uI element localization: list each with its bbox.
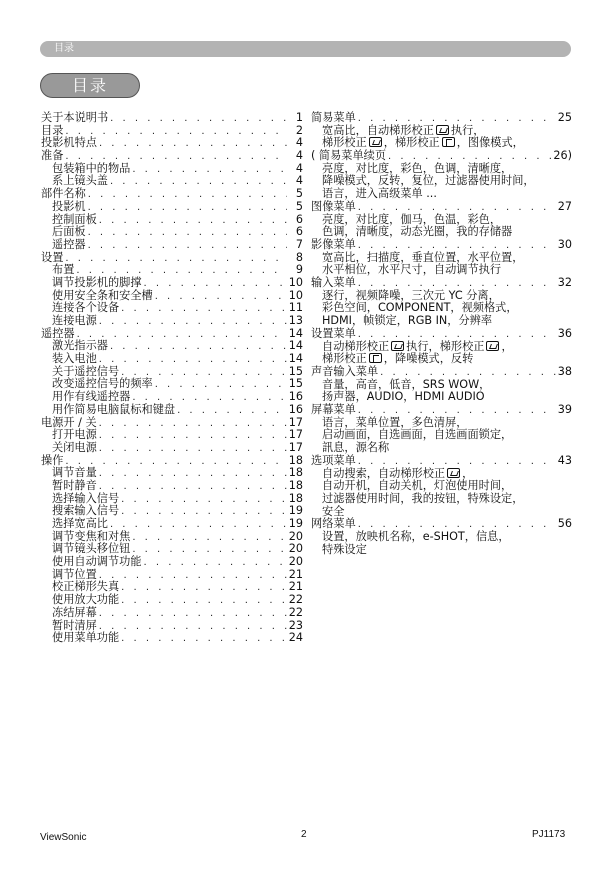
toc-entry-title: 调节镜头移位钮 [52, 542, 131, 556]
toc-entry-page: 18 [288, 491, 303, 505]
keystone-icon [369, 137, 382, 147]
toc-entry-title: 改变遥控信号的频率 [52, 377, 153, 391]
toc-entry-page: 36 [557, 326, 572, 340]
leader-dots [99, 418, 287, 431]
toc-entry[interactable] [41, 556, 303, 569]
leader-dots [99, 608, 287, 621]
leader-dots [65, 253, 287, 266]
toc-entry-title: 设置 [41, 250, 64, 264]
toc-entry-page: 43 [557, 453, 572, 467]
toc-entry-title: 调节投影机的脚撑 [52, 275, 142, 289]
toc-entry-page: 56 [557, 517, 572, 531]
toc-entry-desc: 宽高比，自动梯形校正 执行， [322, 123, 485, 137]
toc-entry-page: 32 [557, 276, 572, 290]
toc-entry-desc: HDMI，帧锁定，RGB IN，分辨率 [322, 314, 493, 328]
leader-dots [155, 379, 287, 392]
toc-entry-page: 19 [288, 504, 303, 518]
leader-dots [177, 405, 287, 418]
toc-entry-page: 18 [288, 466, 303, 480]
leader-dots [110, 176, 287, 189]
toc-entry[interactable] [41, 150, 303, 163]
leader-dots [88, 189, 287, 202]
toc-entry-page: 25 [557, 111, 572, 124]
toc-entry-page: 15 [288, 377, 303, 391]
toc-entry-desc: 水平相位，水平尺寸，自动调节执行 [322, 263, 502, 277]
toc-entry-title: 使用放大功能 [52, 593, 120, 607]
toc-entry-title: 用作简易电脑鼠标和键盘 [52, 402, 176, 416]
toc-entry-desc: 降噪模式，反转，复位，过滤器使用时间， [322, 174, 535, 188]
toc-left-column [41, 112, 303, 645]
toc-entry-title: 声音输入菜单 [311, 364, 379, 378]
toc-entry-title: 系上镜头盖 [52, 174, 108, 188]
toc-entry-title: 连接各个设备 [52, 301, 120, 315]
leader-dots [132, 532, 286, 545]
leader-dots [121, 303, 287, 316]
toc-entry-page: 6 [295, 212, 303, 226]
toc-entry-title: 选择输入信号 [52, 491, 120, 505]
toc-entry-title: 选项菜单 [311, 453, 356, 467]
toc-entry-screen-menu[interactable] [311, 404, 572, 417]
leader-dots [88, 240, 287, 253]
toc-entry-title: 激光指示器 [52, 339, 108, 353]
toc-entry-page: 4 [295, 174, 303, 188]
leader-dots [99, 354, 287, 367]
toc-entry-page: 24 [288, 631, 303, 645]
toc-entry-page: 26) [553, 149, 572, 163]
toc-entry-desc: 语言，进入高级菜单 ... [322, 187, 437, 201]
toc-entry-title: 遥控器 [52, 237, 86, 251]
toc-entry-title: 连接电源 [52, 314, 97, 327]
leader-dots [110, 341, 287, 354]
toc-entry-desc: 彩色空间，COMPONENT，视频格式， [322, 301, 518, 315]
keystone-icon [391, 341, 404, 351]
toc-entry-title: 屏幕菜单 [311, 403, 356, 417]
toc-entry-page: 16 [288, 402, 303, 416]
leader-dots [121, 494, 287, 507]
toc-entry-title: 操作 [41, 453, 64, 467]
toc-entry-title: 选择宽高比 [52, 517, 108, 530]
toc-entry-page: 13 [288, 314, 303, 327]
toc-entry-title: 控制面板 [52, 212, 97, 226]
toc-entry-title: 暂时清屏 [52, 618, 97, 632]
toc-entry-title: 输入菜单 [311, 276, 356, 290]
leader-dots [121, 633, 287, 646]
toc-entry-page: 5 [295, 187, 303, 201]
toc-entry-desc: 启动画面，自选画面，自选画面锁定， [322, 428, 513, 442]
toc-entry-desc: 色调，清晰度，动态光圈，我的存储器 [322, 225, 513, 239]
toc-entry-title: 使用安全条和安全槽 [52, 288, 153, 302]
toc-entry-title: ( 简易菜单续页 [311, 149, 387, 163]
toc-entry-desc: 设置，放映机名称，e-SHOT，信息， [322, 530, 510, 544]
toc-entry-title: 调节位置 [52, 567, 97, 581]
toc-entry-title: 使用菜单功能 [52, 631, 120, 645]
toc-entry-page: 17 [288, 415, 303, 429]
keystone-left-icon [442, 137, 455, 147]
toc-entry-page: 15 [288, 364, 303, 378]
toc-entry-desc: 自动开机，自动关机，灯泡使用时间， [322, 479, 513, 493]
toc-entry-page: 9 [295, 263, 303, 277]
toc-entry-easy-menu-continued[interactable] [311, 150, 572, 163]
toc-entry-title: 投影机特点 [41, 136, 97, 150]
leader-dots [99, 430, 287, 443]
toc-entry-page: 21 [288, 567, 303, 581]
leader-dots [88, 227, 287, 240]
toc-entry-page: 16 [288, 390, 303, 404]
toc-entry-page: 14 [288, 326, 303, 340]
leader-dots [121, 595, 287, 608]
toc-entry-title: 遥控器 [41, 326, 75, 340]
toc-entry[interactable] [41, 239, 303, 252]
toc-entry[interactable] [41, 137, 303, 150]
toc-entry[interactable] [41, 252, 303, 265]
toc-entry[interactable] [41, 404, 303, 417]
toc-entry-title: 目录 [41, 123, 64, 137]
toc-entry-page: 1 [295, 111, 303, 124]
toc-entry-desc: 逐行，视频降噪，三次元 YC 分离， [322, 288, 500, 302]
toc-entry-title: 网络菜单 [311, 517, 356, 531]
toc-entry-title: 调节变焦和对焦 [52, 529, 131, 543]
toc-entry[interactable] [41, 112, 303, 125]
header-label: 目录 [54, 43, 74, 54]
toc-entry-display-menu[interactable] [311, 239, 572, 252]
toc-entry-desc: 自动梯形校正 执行，梯形校正 ， [322, 339, 513, 353]
toc-entry-desc: 过滤器使用时间，我的按钮，特殊设定， [322, 491, 524, 505]
toc-entry-page: 21 [288, 580, 303, 594]
toc-entry-title: 搜索输入信号 [52, 504, 120, 518]
toc-entry-page: 10 [288, 288, 303, 302]
toc-entry-desc: 特殊设定 [322, 542, 367, 556]
toc-entry[interactable] [41, 607, 303, 620]
toc-entry-page: 17 [288, 428, 303, 442]
leader-dots [99, 215, 287, 228]
toc-entry-page: 4 [295, 136, 303, 150]
toc-entry-title: 简易菜单 [311, 111, 356, 124]
leader-dots [121, 506, 287, 519]
toc-entry[interactable] [41, 442, 303, 455]
leader-dots [144, 557, 287, 570]
toc-entry-title: 影像菜单 [311, 237, 356, 251]
toc-right-column [311, 112, 572, 556]
toc-entry[interactable] [41, 315, 303, 328]
toc-entry-page: 22 [288, 605, 303, 619]
toc-entry-page: 10 [288, 275, 303, 289]
toc-entry-page: 11 [288, 301, 303, 315]
toc-entry-page: 23 [288, 618, 303, 632]
keystone-icon [436, 125, 449, 135]
toc-entry-page: 20 [288, 555, 303, 569]
toc-entry-page: 20 [288, 542, 303, 556]
toc-entry-page: 22 [288, 593, 303, 607]
page-title: 目录 [40, 73, 140, 98]
toc-entry-page: 27 [557, 199, 572, 213]
toc-entry-title: 投影机 [52, 199, 86, 213]
leader-dots [110, 519, 287, 532]
toc-entry-desc: 亮度，对比度，伽马，色温，彩色， [322, 212, 502, 226]
toc-entry-page: 5 [295, 199, 303, 213]
toc-entry-page: 19 [288, 517, 303, 530]
toc-entry-desc: 自动搜索，自动梯形校正 ， [322, 466, 474, 480]
leader-dots [110, 113, 287, 126]
toc-entry[interactable] [41, 277, 303, 290]
keystone-icon [447, 468, 460, 478]
toc-entry-desc: 语言，菜单位置，多色清屏， [322, 415, 468, 429]
toc-entry-page: 7 [295, 237, 303, 251]
toc-entry[interactable] [41, 391, 303, 404]
toc-entry-page: 18 [288, 478, 303, 492]
toc-entry-input-menu[interactable] [311, 277, 572, 290]
toc-entry-title: 布置 [52, 263, 75, 277]
toc-entry-desc: 宽高比，扫描度，垂直位置，水平位置， [322, 250, 524, 264]
leader-dots [99, 316, 287, 329]
toc-entry-page: 4 [295, 149, 303, 163]
toc-entry-page: 30 [557, 237, 572, 251]
toc-entry-title: 关于本说明书 [41, 111, 109, 124]
toc-entry[interactable] [41, 480, 303, 493]
toc-entry[interactable] [41, 594, 303, 607]
toc-entry-title: 冻结屏幕 [52, 605, 97, 619]
toc-entry-desc: 音量，高音，低音，SRS WOW， [322, 377, 491, 391]
leader-dots [99, 570, 287, 583]
toc-entry-page: 38 [557, 364, 572, 378]
footer-page-number: 2 [301, 829, 307, 840]
toc-entry[interactable] [41, 518, 303, 531]
toc-entry-title: 打开电源 [52, 428, 97, 442]
toc-entry-title: 调节音量 [52, 466, 97, 480]
toc-entry-page: 17 [288, 440, 303, 454]
toc-entry-page: 39 [557, 403, 572, 417]
toc-entry-desc: 梯形校正 ，梯形校正 ，图像模式， [322, 136, 524, 150]
footer-brand: ViewSonic [40, 832, 87, 843]
leader-dots [132, 544, 286, 557]
toc-entry-page: 20 [288, 529, 303, 543]
leader-dots [99, 481, 287, 494]
toc-entry-title: 图像菜单 [311, 199, 356, 213]
toc-entry-page: 6 [295, 225, 303, 239]
leader-dots [77, 329, 287, 342]
leader-dots [88, 202, 287, 215]
toc-entry-image-menu[interactable] [311, 201, 572, 214]
toc-entry-title: 电源开 / 关 [41, 415, 97, 429]
toc-entry-page: 18 [288, 453, 303, 467]
leader-dots [65, 456, 286, 469]
leader-dots [155, 291, 287, 304]
leader-dots [99, 138, 287, 151]
toc-entry-desc: 梯形校正 ，降噪模式，反转 [322, 352, 474, 366]
header-bar [40, 41, 571, 57]
toc-entry-title: 准备 [41, 149, 64, 163]
toc-entry-title: 装入电池 [52, 352, 97, 366]
toc-entry-title: 设置菜单 [311, 326, 356, 340]
toc-entry-desc: 訊息，源名称 [322, 441, 390, 455]
toc-entry[interactable] [41, 201, 303, 214]
toc-entry-audio-menu[interactable] [311, 366, 572, 379]
toc-entry-title: 后面板 [52, 225, 86, 239]
toc-entry-page: 4 [295, 161, 303, 175]
toc-entry-title: 部件名称 [41, 187, 86, 201]
leader-dots [65, 126, 287, 139]
toc-entry-page: 14 [288, 352, 303, 366]
toc-entry-title: 关闭电源 [52, 440, 97, 454]
toc-entry-desc: 亮度，对比度，彩色，色调，清晰度， [322, 161, 513, 175]
toc-entry-title: 使用自动调节功能 [52, 555, 142, 569]
footer-model: PJ1173 [532, 829, 566, 840]
keystone-left-icon [369, 353, 382, 363]
leader-dots [99, 621, 287, 634]
keystone-icon [486, 341, 499, 351]
toc-entry[interactable] [41, 632, 303, 645]
leader-dots [121, 582, 287, 595]
toc-entry-title: 关于遥控信号 [52, 364, 120, 378]
leader-dots [132, 164, 287, 177]
toc-entry-desc: 安全 [322, 504, 345, 518]
toc-entry-title: 暂时静音 [52, 478, 97, 492]
toc-entry[interactable] [41, 353, 303, 366]
toc-entry-page: 2 [295, 123, 303, 137]
toc-entry-page: 14 [288, 339, 303, 353]
toc-entry[interactable] [41, 226, 303, 239]
toc-entry-page: 8 [295, 250, 303, 264]
toc-entry-desc: 扬声器，AUDIO，HDMI AUDIO [322, 390, 485, 404]
leader-dots [99, 468, 287, 481]
leader-dots [144, 278, 287, 291]
toc-entry-title: 包装箱中的物品 [52, 161, 131, 175]
toc-entry[interactable] [41, 188, 303, 201]
toc-entry-title: 校正梯形失真 [52, 580, 120, 594]
leader-dots [99, 443, 287, 456]
toc-entry[interactable] [41, 429, 303, 442]
toc-entry-title: 用作有线遥控器 [52, 390, 131, 404]
